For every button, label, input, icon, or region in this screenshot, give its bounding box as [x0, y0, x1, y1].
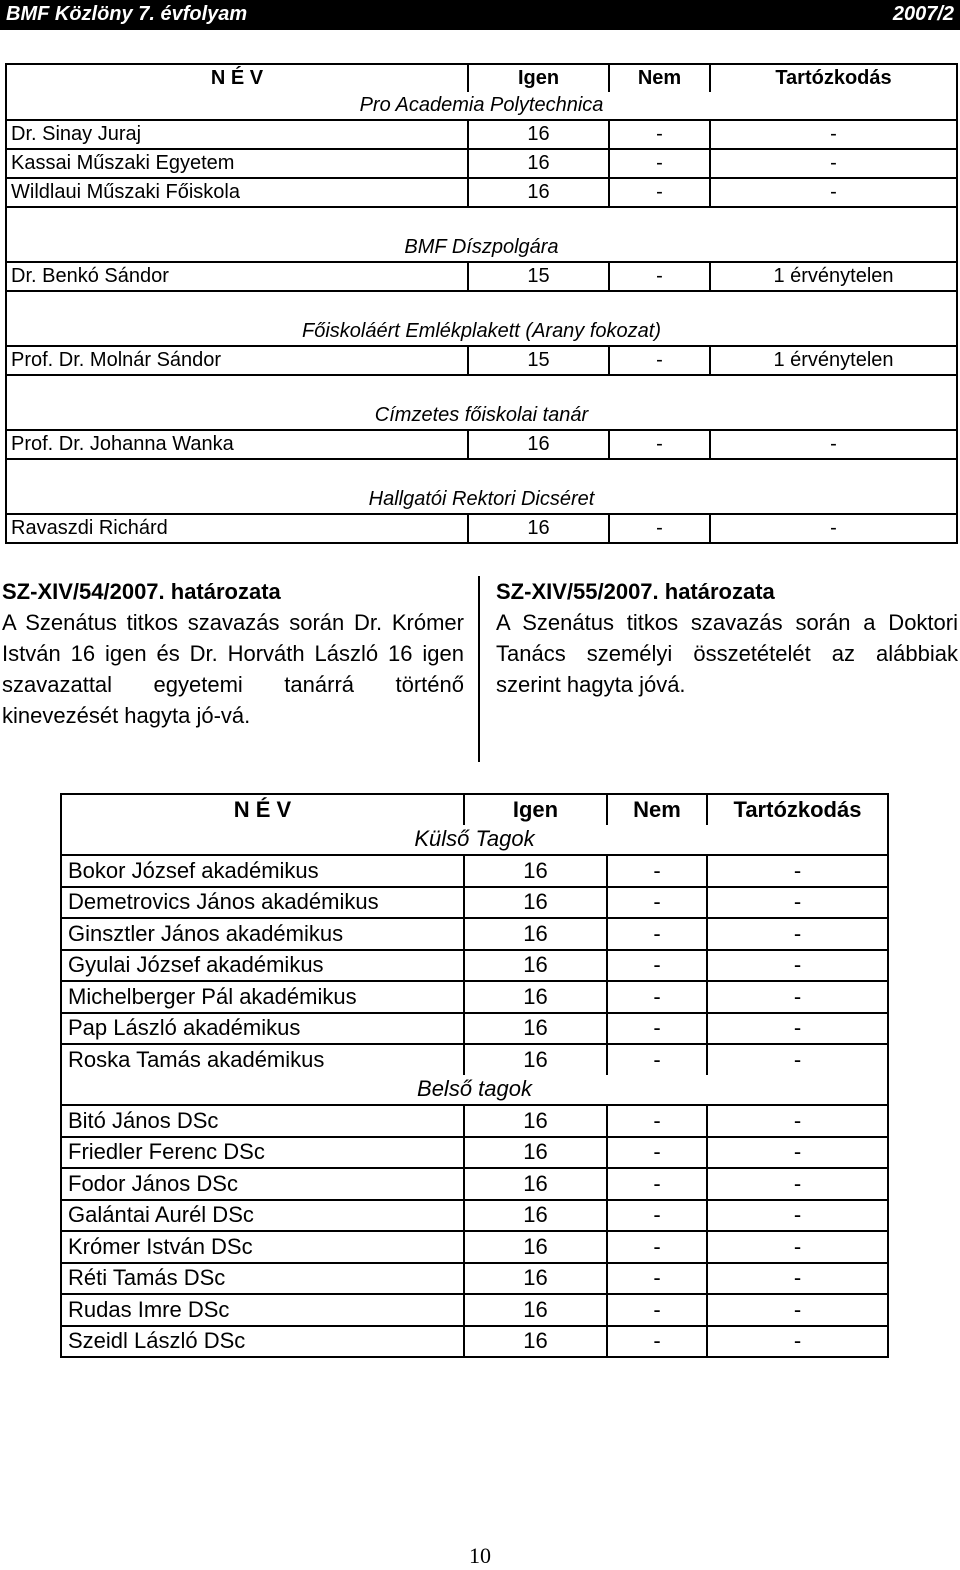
name-cell: Fodor János DSc — [61, 1168, 464, 1200]
yes-votes-cell: 16 — [464, 1294, 607, 1326]
resolution-54-text: A Szenátus titkos szavazás során Dr. Krómer István 16 igen és Dr. Horváth László 16 igen szavazattal egyetemi tanárrá történő kinevezését hagyta jó-vá. — [2, 610, 464, 728]
name-cell: Prof. Dr. Johanna Wanka — [6, 430, 468, 459]
abstain-cell: - — [710, 430, 957, 459]
column-header-no: Nem — [609, 64, 710, 92]
table-row — [61, 887, 888, 919]
section-row — [6, 402, 957, 430]
spacer-cell — [6, 375, 957, 402]
page-number: 10 — [469, 1543, 491, 1568]
spacer-row — [6, 459, 957, 486]
no-votes-cell: - — [607, 981, 707, 1013]
yes-votes-cell: 16 — [464, 1105, 607, 1137]
table-row — [61, 1200, 888, 1232]
section-title: Főiskoláért Emlékplakett (Arany fokozat) — [301, 320, 662, 342]
name-cell: Friedler Ferenc DSc — [61, 1137, 464, 1169]
table-row — [61, 981, 888, 1013]
table-row — [61, 918, 888, 950]
yes-votes-cell: 16 — [464, 1231, 607, 1263]
no-votes-cell: - — [609, 514, 710, 543]
section-title: Hallgatói Rektori Dicséret — [368, 488, 595, 510]
resolution-54-title: SZ-XIV/54/2007. határozata — [2, 579, 281, 604]
section-row — [6, 486, 957, 514]
table-row — [61, 950, 888, 982]
section-title: BMF Díszpolgára — [404, 236, 559, 258]
no-votes-cell: - — [607, 1200, 707, 1232]
issue-number: 2007/2 — [892, 3, 954, 25]
table-row — [6, 346, 957, 375]
yes-votes-cell: 16 — [464, 887, 607, 919]
yes-votes-cell: 16 — [464, 1168, 607, 1200]
table-row — [61, 1137, 888, 1169]
abstain-cell: - — [707, 1137, 888, 1169]
name-cell: Réti Tamás DSc — [61, 1263, 464, 1295]
abstain-cell: - — [707, 1168, 888, 1200]
section-title: Címzetes főiskolai tanár — [374, 404, 589, 426]
abstain-cell: - — [707, 1263, 888, 1295]
abstain-cell: - — [707, 855, 888, 887]
award-votes-table — [5, 63, 958, 544]
spacer-row — [6, 291, 957, 318]
name-cell: Rudas Imre DSc — [61, 1294, 464, 1326]
no-votes-cell: - — [609, 178, 710, 207]
table-row — [61, 1294, 888, 1326]
table-row — [6, 120, 957, 149]
section-title: Belső tagok — [417, 1076, 532, 1102]
table-row — [61, 1044, 888, 1075]
no-votes-cell: - — [607, 1105, 707, 1137]
spacer-row — [6, 375, 957, 402]
name-cell: Demetrovics János akadémikus — [61, 887, 464, 919]
abstain-cell: - — [707, 981, 888, 1013]
no-votes-cell: - — [609, 149, 710, 178]
table-row — [61, 1013, 888, 1045]
name-cell: Dr. Sinay Juraj — [6, 120, 468, 149]
no-votes-cell: - — [609, 430, 710, 459]
column-header-name: N É V — [210, 67, 264, 89]
table-row — [61, 1231, 888, 1263]
yes-votes-cell: 15 — [468, 262, 609, 291]
abstain-cell: - — [707, 1231, 888, 1263]
name-cell: Dr. Benkó Sándor — [6, 262, 468, 291]
no-votes-cell: - — [607, 1168, 707, 1200]
column-header-name: N É V — [233, 796, 292, 822]
abstain-cell: - — [707, 1326, 888, 1358]
journal-title: BMF Közlöny 7. évfolyam — [6, 3, 248, 25]
abstain-cell: - — [707, 887, 888, 919]
no-votes-cell: - — [609, 262, 710, 291]
no-votes-cell: - — [609, 346, 710, 375]
name-cell: Prof. Dr. Molnár Sándor — [6, 346, 468, 375]
name-cell: Galántai Aurél DSc — [61, 1200, 464, 1232]
abstain-cell: - — [707, 1105, 888, 1137]
yes-votes-cell: 16 — [464, 918, 607, 950]
doctoral-council-table — [60, 793, 889, 1358]
yes-votes-cell: 16 — [464, 981, 607, 1013]
yes-votes-cell: 16 — [464, 1013, 607, 1045]
no-votes-cell: - — [607, 1326, 707, 1358]
name-cell: Szeidl László DSc — [61, 1326, 464, 1358]
section-row — [6, 92, 957, 120]
section-row — [6, 318, 957, 346]
yes-votes-cell: 16 — [468, 514, 609, 543]
header-row — [6, 64, 957, 92]
table-row — [61, 1105, 888, 1137]
resolution-55-text: A Szenátus titkos szavazás során a Doktori Tanács személyi összetételét az alábbiak szerint hagyta jóvá. — [496, 610, 958, 697]
yes-votes-cell: 16 — [464, 1263, 607, 1295]
abstain-cell: - — [707, 1044, 888, 1075]
name-cell: Gyulai József akadémikus — [61, 950, 464, 982]
table-row — [61, 1326, 888, 1358]
table-row — [6, 149, 957, 178]
section-row — [6, 234, 957, 262]
no-votes-cell: - — [607, 855, 707, 887]
no-votes-cell: - — [607, 1263, 707, 1295]
no-votes-cell: - — [609, 120, 710, 149]
abstain-cell: 1 érvénytelen — [710, 262, 957, 291]
resolution-55-title: SZ-XIV/55/2007. határozata — [496, 579, 775, 604]
name-cell: Pap László akadémikus — [61, 1013, 464, 1045]
column-divider — [478, 576, 480, 762]
table-row — [6, 514, 957, 543]
resolution-54 — [2, 576, 464, 731]
yes-votes-cell: 15 — [468, 346, 609, 375]
section-row — [61, 1075, 888, 1106]
abstain-cell: - — [710, 149, 957, 178]
name-cell: Wildlaui Műszaki Főiskola — [6, 178, 468, 207]
no-votes-cell: - — [607, 918, 707, 950]
table-row — [61, 855, 888, 887]
yes-votes-cell: 16 — [464, 1137, 607, 1169]
yes-votes-cell: 16 — [464, 855, 607, 887]
spacer-cell — [6, 459, 957, 486]
name-cell: Ginsztler János akadémikus — [61, 918, 464, 950]
name-cell: Kassai Műszaki Egyetem — [6, 149, 468, 178]
no-votes-cell: - — [607, 1231, 707, 1263]
name-cell: Ravaszdi Richárd — [6, 514, 468, 543]
yes-votes-cell: 16 — [468, 178, 609, 207]
name-cell: Michelberger Pál akadémikus — [61, 981, 464, 1013]
abstain-cell: - — [707, 918, 888, 950]
name-cell: Bokor József akadémikus — [61, 855, 464, 887]
column-header-yes: Igen — [468, 64, 609, 92]
yes-votes-cell: 16 — [464, 1044, 607, 1075]
no-votes-cell: - — [607, 887, 707, 919]
spacer-cell — [6, 291, 957, 318]
header-row — [61, 794, 888, 825]
name-cell: Roska Tamás akadémikus — [61, 1044, 464, 1075]
yes-votes-cell: 16 — [468, 430, 609, 459]
abstain-cell: - — [707, 950, 888, 982]
resolution-55 — [496, 576, 958, 700]
page-header — [0, 0, 960, 30]
column-header-no: Nem — [607, 794, 707, 825]
no-votes-cell: - — [607, 950, 707, 982]
yes-votes-cell: 16 — [464, 950, 607, 982]
section-row — [61, 825, 888, 856]
abstain-cell: - — [707, 1200, 888, 1232]
table-row — [61, 1263, 888, 1295]
spacer-row — [6, 207, 957, 234]
no-votes-cell: - — [607, 1137, 707, 1169]
spacer-cell — [6, 207, 957, 234]
abstain-cell: - — [710, 120, 957, 149]
yes-votes-cell: 16 — [464, 1200, 607, 1232]
abstain-cell: - — [707, 1013, 888, 1045]
table-row — [61, 1168, 888, 1200]
no-votes-cell: - — [607, 1013, 707, 1045]
abstain-cell: - — [707, 1294, 888, 1326]
yes-votes-cell: 16 — [468, 149, 609, 178]
column-header-abstain: Tartózkodás — [710, 64, 957, 92]
table-row — [6, 430, 957, 459]
no-votes-cell: - — [607, 1294, 707, 1326]
no-votes-cell: - — [607, 1044, 707, 1075]
section-title: Pro Academia Polytechnica — [359, 94, 604, 116]
name-cell: Krómer István DSc — [61, 1231, 464, 1263]
yes-votes-cell: 16 — [468, 120, 609, 149]
abstain-cell: - — [710, 178, 957, 207]
section-title: Külső Tagok — [414, 826, 535, 852]
yes-votes-cell: 16 — [464, 1326, 607, 1358]
abstain-cell: 1 érvénytelen — [710, 346, 957, 375]
abstain-cell: - — [710, 514, 957, 543]
column-header-yes: Igen — [464, 794, 607, 825]
name-cell: Bitó János DSc — [61, 1105, 464, 1137]
table-row — [6, 178, 957, 207]
table-row — [6, 262, 957, 291]
column-header-abstain: Tartózkodás — [707, 794, 888, 825]
